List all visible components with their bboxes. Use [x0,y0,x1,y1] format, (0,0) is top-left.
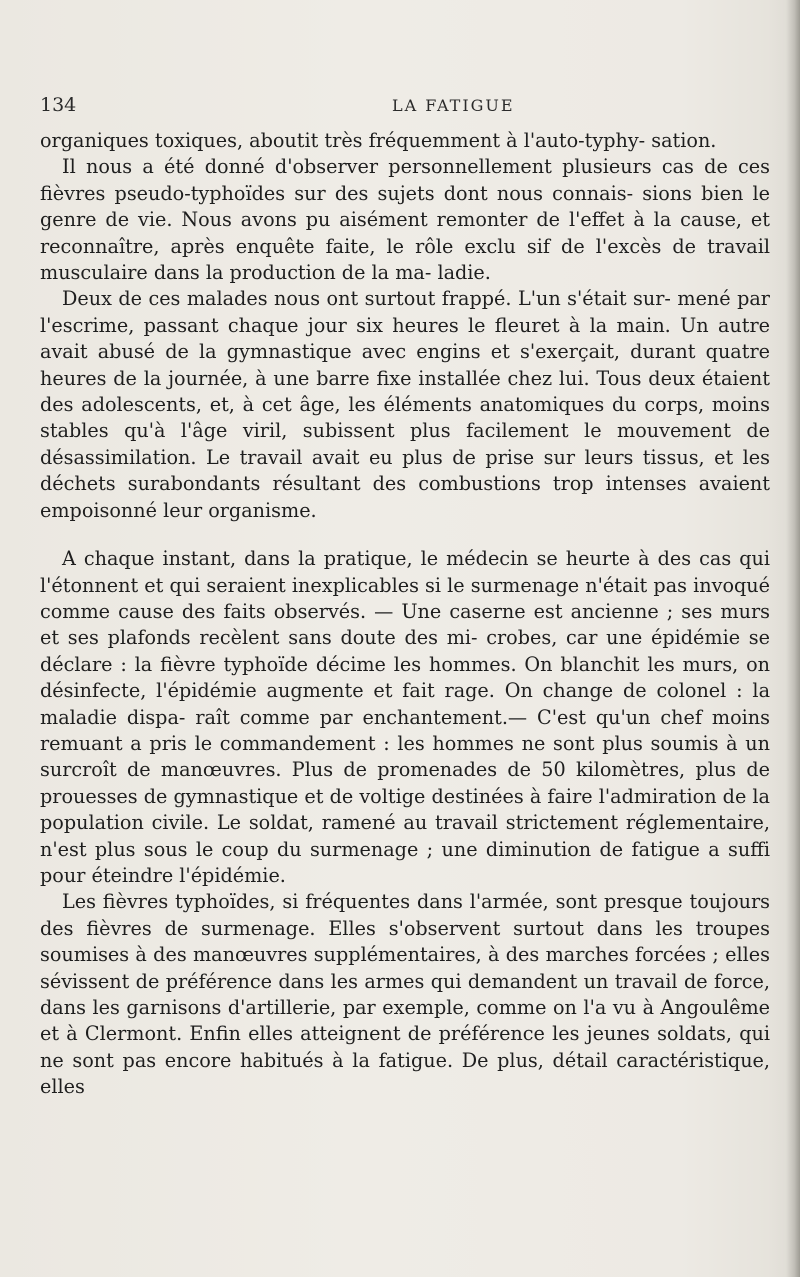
text-line: main. Un autre avait abusé de la gymnastique avec engins et [40,313,770,364]
text-line: A chaque instant, dans la pratique, le médecin se heurte à des cas [62,547,740,571]
text-line: crobes, car une épidémie se déclare : la fièvre typhoïde décime [40,626,770,676]
text-line: qui l'étonnent et qui seraient inexplicables si le surmenage n'était [40,547,770,597]
text-line: Deux de ces malades nous ont surtout frappé. L'un s'était sur- [62,287,671,311]
text-line: les hommes. On blanchit les murs, on désinfecte, l'épidémie [40,652,770,703]
text-line: Les fièvres typhoïdes, si fréquentes dans l'armée, sont presque [62,890,690,914]
text-line: viril, subissent plus facilement le mouvement de désassimilation. [40,419,771,469]
text-line: augmente et fait rage. On change de colonel : la maladie dispa- [40,679,771,729]
text-line: installée chez lui. Tous deux étaient des adolescents, et, à cet âge, [40,366,770,417]
text-line: une diminution de fatigue a suffi pour éteindre l'épidémie. [40,837,770,887]
text-line: les troupes soumises à des manœuvres supplémentaires, à des [40,916,771,967]
text-line: raît comme par enchantement.— C'est qu'un chef moins remuant [40,705,770,755]
paragraph [40,546,770,889]
text-line: Il nous a été donné d'observer personnellement plusieurs cas [62,155,705,179]
text-line: ancienne ; ses murs et ses plafonds recèlent sans doute des mi- [40,599,770,650]
page-number: 134 [40,94,77,116]
text-line: s'exerçait, durant quatre heures de la journée, à une barre fixe [40,340,770,390]
text-line: toujours des fièvres de surmenage. Elles s'observent surtout dans [40,890,770,940]
text-line: sation. [651,129,717,152]
running-head: LA FATIGUE [392,96,515,115]
text-line: mené par l'escrime, passant chaque jour six heures le fleuret à la [40,287,770,337]
page-header [40,94,770,124]
paragraph [40,128,770,154]
text-line: par exemple, comme on l'a vu à Angoulême et à Clermont. Enfin [40,996,770,1046]
text-line: de ces fièvres pseudo-typhoïdes sur des sujets dont nous connais- [40,155,771,205]
body-text [40,128,770,1101]
text-line: plus de prouesses de gymnastique et de voltige destinées à faire [40,758,770,808]
text-line: qui demandent un travail de force, dans les garnisons d'artillerie, [40,969,770,1019]
text-line: strictement réglementaire, n'est plus sous le coup du surmenage ; [40,811,770,861]
page-edge-shadow [786,0,800,1277]
text-line: empoisonné leur organisme. [40,498,317,522]
text-line: les éléments anatomiques du corps, moins stables qu'à l'âge [40,393,770,443]
paragraph [40,889,770,1100]
text-line: sions bien le genre de vie. Nous avons pu aisément remonter de [40,181,770,232]
text-line: sif de l'excès de travail musculaire dans la production de la ma- [40,234,771,285]
text-line: elles atteignent de préférence les jeunes soldats, qui ne sont pas [40,1022,770,1072]
paragraph [40,154,770,286]
text-line: surabondants résultant des combustions trop intenses avaient [127,472,770,496]
text-line: surcroît de manœuvres. Plus de promenades de 50 kilomètres, [40,758,696,782]
text-line: l'effet à la cause, et reconnaître, après enquête faite, le rôle exclu [40,208,770,258]
text-line: encore habitués à la fatigue. De plus, détail caractéristique, elles [40,1048,771,1099]
text-line: l'admiration de la population civile. Le soldat, ramené au travail [40,784,770,835]
text-line: pas invoqué comme cause des faits observés. — Une caserne est [40,573,770,623]
paragraph [40,286,770,524]
text-line: marches forcées ; elles sévissent de préférence dans les armes [40,943,770,993]
text-line: a pris le commandement : les hommes ne sont plus soumis à un [130,731,771,755]
text-line: Le travail avait eu plus de prise sur leurs tissus, et les déchets [40,445,770,496]
text-line: ladie. [437,261,491,285]
text-line: organiques toxiques, aboutit très fréquemment à l'auto-typhy- [40,129,646,152]
